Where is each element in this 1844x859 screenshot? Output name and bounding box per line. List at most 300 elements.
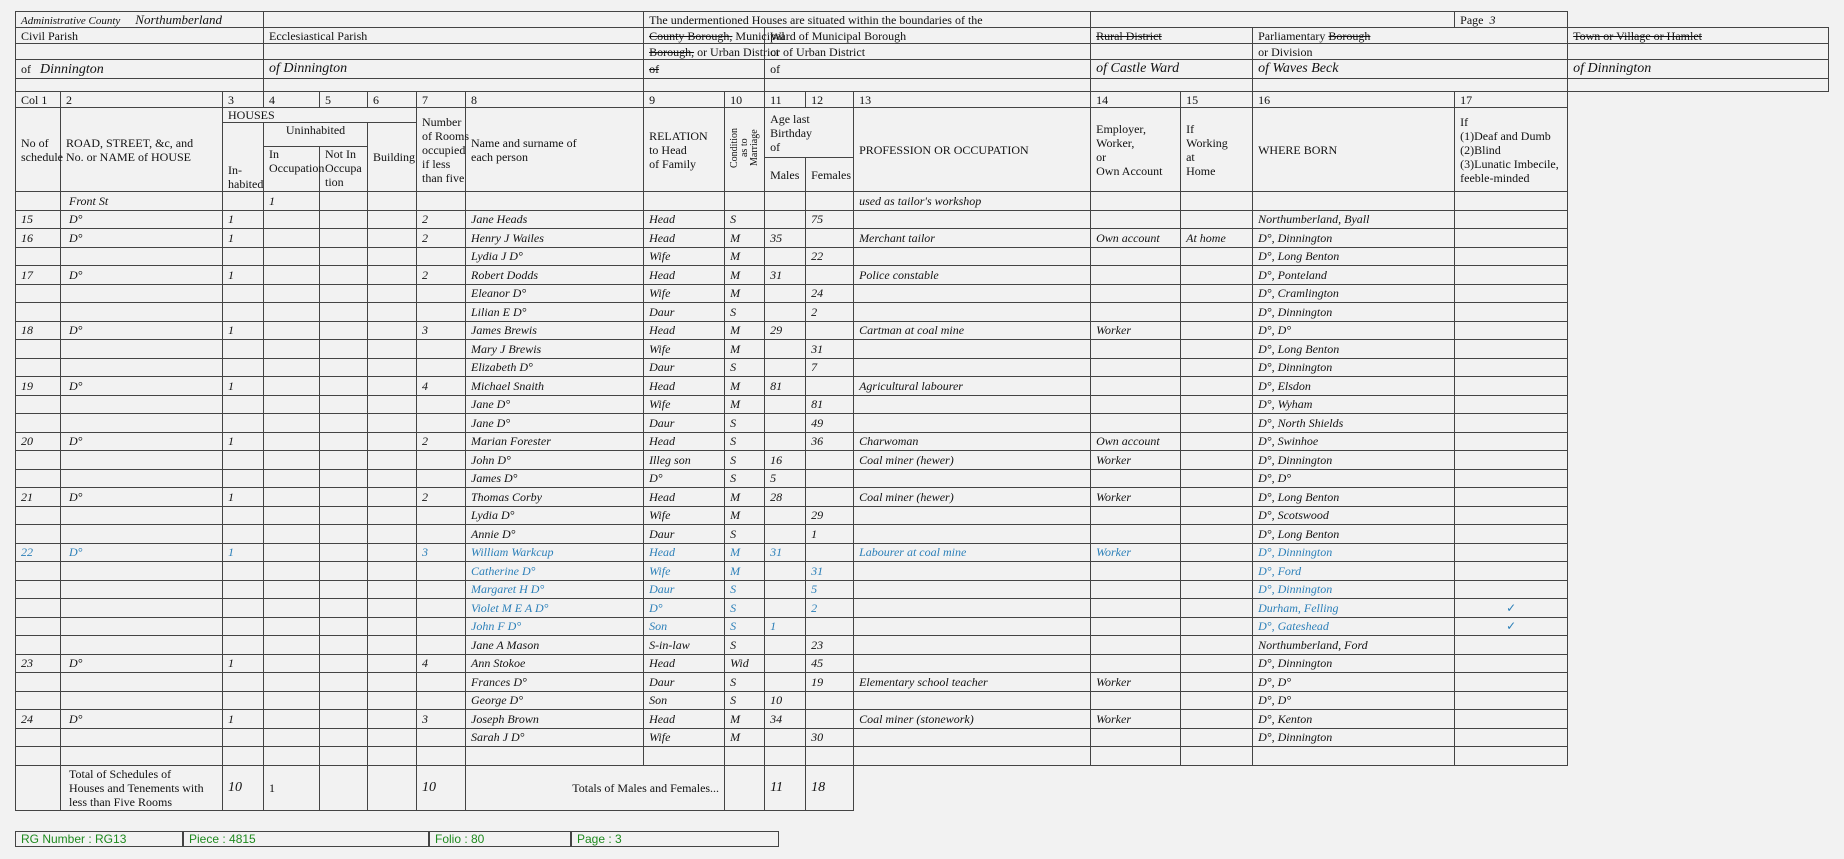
building (368, 728, 417, 747)
employer: Own account (1091, 432, 1181, 451)
person-name: John D° (466, 451, 644, 470)
schedule-no (16, 599, 61, 618)
employer (1091, 728, 1181, 747)
schedule-no: 15 (16, 210, 61, 229)
census-row (16, 673, 1829, 692)
occupation: Coal miner (hewer) (854, 488, 1091, 507)
not-in-occupation (320, 414, 368, 433)
where-born: D°, Dinnington (1253, 229, 1455, 248)
not-in-occupation (320, 303, 368, 322)
where-born: D°, D° (1253, 469, 1455, 488)
person-name: Robert Dodds (466, 266, 644, 285)
road-street (61, 728, 223, 747)
inhabited-heading: In- habited (223, 123, 264, 192)
road-heading: ROAD, STREET, &c, and No. or NAME of HOUSE (61, 108, 223, 192)
not-in-occupation (320, 728, 368, 747)
building (368, 321, 417, 340)
road-street (61, 580, 223, 599)
condition: M (725, 543, 765, 562)
employer: Worker (1091, 451, 1181, 470)
not-in-occupation (320, 654, 368, 673)
occupation (854, 580, 1091, 599)
infirmity (1455, 266, 1568, 285)
totals-males-females-label: Totals of Males and Females... (466, 765, 725, 810)
census-row (16, 321, 1829, 340)
occupation (854, 358, 1091, 377)
admin-county: Northumberland (135, 11, 222, 27)
infirmity (1455, 506, 1568, 525)
employer (1091, 580, 1181, 599)
relation: Wife (644, 506, 725, 525)
census-row (16, 247, 1829, 266)
infirmity (1455, 580, 1568, 599)
age-male: 1 (765, 617, 806, 636)
where-born: D°, Long Benton (1253, 247, 1455, 266)
schedule-no (16, 506, 61, 525)
in-occupation (264, 525, 320, 544)
column-number-row: Col 1 2 3 4 5 6 7 8 9 10 11 12 13 14 15 16 17 (16, 92, 1829, 108)
rooms (417, 451, 466, 470)
census-row (16, 210, 1829, 229)
person-name: John F D° (466, 617, 644, 636)
in-occupation (264, 728, 320, 747)
in-occupation: 1 (264, 192, 320, 211)
relation: Head (644, 321, 725, 340)
where-born: D°, D° (1253, 321, 1455, 340)
rooms: 4 (417, 377, 466, 396)
road-street: D° (61, 377, 223, 396)
age-male: 31 (765, 266, 806, 285)
schedule-no (16, 284, 61, 303)
employer: Worker (1091, 543, 1181, 562)
occupation (854, 395, 1091, 414)
condition: Wid (725, 654, 765, 673)
census-row (16, 340, 1829, 359)
where-born: D°, Cramlington (1253, 284, 1455, 303)
building (368, 192, 417, 211)
where-born: D°, Kenton (1253, 710, 1455, 729)
not-in-occupation (320, 192, 368, 211)
town-label: Town or Village or Hamlet (1568, 28, 1829, 44)
column-heading-row-1 (16, 108, 1829, 123)
in-occupation (264, 636, 320, 655)
person-name: William Warkcup (466, 543, 644, 562)
person-name: James D° (466, 469, 644, 488)
civil-parish-label: Civil Parish (16, 28, 264, 44)
infirmity (1455, 321, 1568, 340)
header-row-1 (16, 12, 1829, 28)
census-row (16, 580, 1829, 599)
inhabited (223, 469, 264, 488)
census-row (16, 488, 1829, 507)
where-born: Northumberland, Ford (1253, 636, 1455, 655)
ward-label: Ward of Municipal Borough (765, 28, 1091, 44)
building (368, 303, 417, 322)
working-at-home (1181, 673, 1253, 692)
employer (1091, 506, 1181, 525)
census-row (16, 562, 1829, 581)
building (368, 340, 417, 359)
schedule-no: 21 (16, 488, 61, 507)
building (368, 488, 417, 507)
working-at-home (1181, 340, 1253, 359)
employer (1091, 358, 1181, 377)
schedule-no (16, 691, 61, 710)
age-male (765, 728, 806, 747)
person-name: Eleanor D° (466, 284, 644, 303)
relation (644, 192, 725, 211)
age-male: 5 (765, 469, 806, 488)
age-female (806, 229, 854, 248)
building (368, 266, 417, 285)
totals-row (16, 765, 1829, 810)
relation: Head (644, 654, 725, 673)
not-in-occupation (320, 543, 368, 562)
building (368, 673, 417, 692)
building (368, 580, 417, 599)
employer (1091, 525, 1181, 544)
where-born: D°, Dinnington (1253, 580, 1455, 599)
in-occupation (264, 229, 320, 248)
building (368, 377, 417, 396)
schedule-no: 18 (16, 321, 61, 340)
employer (1091, 414, 1181, 433)
building (368, 395, 417, 414)
relation: Wife (644, 340, 725, 359)
where-born: D°, Long Benton (1253, 488, 1455, 507)
condition: S (725, 414, 765, 433)
infirmity-heading: If (1)Deaf and Dumb (2)Blind (3)Lunatic Imbecile, feeble-minded (1455, 108, 1568, 192)
age-male (765, 580, 806, 599)
rooms (417, 303, 466, 322)
census-row (16, 432, 1829, 451)
rooms (417, 636, 466, 655)
relation: Son (644, 691, 725, 710)
person-name: Henry J Wailes (466, 229, 644, 248)
in-occupation (264, 580, 320, 599)
occupation (854, 506, 1091, 525)
rooms: 2 (417, 432, 466, 451)
where-born: D°, Dinnington (1253, 728, 1455, 747)
reference-footer (15, 831, 779, 847)
working-at-home (1181, 377, 1253, 396)
relation: Head (644, 210, 725, 229)
building-heading: Building (368, 123, 417, 192)
occupation (854, 210, 1091, 229)
building (368, 506, 417, 525)
condition: M (725, 395, 765, 414)
age-male (765, 358, 806, 377)
where-born: D°, Long Benton (1253, 340, 1455, 359)
road-street: D° (61, 321, 223, 340)
employer (1091, 617, 1181, 636)
not-in-occupation (320, 451, 368, 470)
condition: M (725, 284, 765, 303)
schedule-no: 24 (16, 710, 61, 729)
age-female (806, 488, 854, 507)
working-at-home (1181, 654, 1253, 673)
rooms-heading: Number of Rooms occupied if less than five (417, 108, 466, 192)
in-occupation (264, 414, 320, 433)
age-male (765, 340, 806, 359)
rooms: 2 (417, 229, 466, 248)
road-street (61, 599, 223, 618)
person-name: Lilian E D° (466, 303, 644, 322)
not-in-occupation (320, 377, 368, 396)
condition: S (725, 358, 765, 377)
not-in-occupation-heading: Not In Occupa tion (320, 147, 368, 192)
infirmity (1455, 488, 1568, 507)
in-occupation (264, 673, 320, 692)
working-at-home (1181, 432, 1253, 451)
inhabited (223, 192, 264, 211)
building (368, 636, 417, 655)
infirmity (1455, 636, 1568, 655)
road-street: D° (61, 710, 223, 729)
age-male (765, 506, 806, 525)
relation: Head (644, 266, 725, 285)
person-name: Mary J Brewis (466, 340, 644, 359)
relation: Wife (644, 728, 725, 747)
condition: S (725, 525, 765, 544)
person-name: Catherine D° (466, 562, 644, 581)
inhabited (223, 617, 264, 636)
census-row (16, 469, 1829, 488)
census-row (16, 617, 1829, 636)
person-name: Margaret H D° (466, 580, 644, 599)
working-at-home (1181, 266, 1253, 285)
relation: Daur (644, 525, 725, 544)
where-born: D°, Dinnington (1253, 654, 1455, 673)
in-occupation (264, 710, 320, 729)
occupation (854, 747, 1091, 766)
boundaries-text: The undermentioned Houses are situated within the boundaries of the (644, 12, 1091, 28)
inhabited (223, 525, 264, 544)
where-born: D°, Wyham (1253, 395, 1455, 414)
rooms (417, 340, 466, 359)
infirmity (1455, 710, 1568, 729)
inhabited (223, 562, 264, 581)
not-in-occupation (320, 488, 368, 507)
condition: S (725, 636, 765, 655)
civil-parish-value: Dinnington (40, 61, 104, 77)
rural-district-label: Rural District (1091, 28, 1253, 44)
condition: M (725, 488, 765, 507)
age-female (806, 469, 854, 488)
relation: Daur (644, 414, 725, 433)
header-row-2 (16, 28, 1829, 44)
age-male (765, 210, 806, 229)
condition: S (725, 303, 765, 322)
occupation (854, 525, 1091, 544)
relation: Illeg son (644, 451, 725, 470)
age-female: 5 (806, 580, 854, 599)
condition: S (725, 580, 765, 599)
inhabited: 1 (223, 710, 264, 729)
person-name (466, 192, 644, 211)
rooms (417, 691, 466, 710)
age-female (806, 451, 854, 470)
employer (1091, 562, 1181, 581)
where-born: D°, North Shields (1253, 414, 1455, 433)
condition: S (725, 451, 765, 470)
age-male (765, 599, 806, 618)
working-at-home (1181, 210, 1253, 229)
road-street (61, 395, 223, 414)
employer (1091, 303, 1181, 322)
age-male: 81 (765, 377, 806, 396)
age-female (806, 192, 854, 211)
where-born: D°, Elsdon (1253, 377, 1455, 396)
in-occupation (264, 432, 320, 451)
person-name: Marian Forester (466, 432, 644, 451)
header-row-3 (16, 44, 1829, 60)
relation-heading: RELATION to Head of Family (644, 108, 725, 192)
road-street (61, 284, 223, 303)
age-male (765, 395, 806, 414)
rooms (417, 192, 466, 211)
condition: S (725, 469, 765, 488)
total-inhabited: 10 (223, 765, 264, 810)
occupation: Labourer at coal mine (854, 543, 1091, 562)
page-number-cell: Page 3 (1455, 12, 1568, 28)
where-born-heading: WHERE BORN (1253, 108, 1455, 192)
road-street (61, 358, 223, 377)
person-name: Jane A Mason (466, 636, 644, 655)
not-in-occupation (320, 673, 368, 692)
schedule-no: 23 (16, 654, 61, 673)
inhabited (223, 358, 264, 377)
census-row (16, 506, 1829, 525)
building (368, 414, 417, 433)
rooms (417, 414, 466, 433)
census-row (16, 192, 1829, 211)
person-name: Violet M E A D° (466, 599, 644, 618)
condition: M (725, 562, 765, 581)
census-row (16, 691, 1829, 710)
condition: M (725, 377, 765, 396)
occupation: Cartman at coal mine (854, 321, 1091, 340)
inhabited (223, 414, 264, 433)
relation: Head (644, 432, 725, 451)
occupation: Coal miner (stonework) (854, 710, 1091, 729)
census-row (16, 636, 1829, 655)
building (368, 710, 417, 729)
age-female: 2 (806, 599, 854, 618)
schedule-no (16, 395, 61, 414)
occupation: Coal miner (hewer) (854, 451, 1091, 470)
condition: M (725, 710, 765, 729)
relation: D° (644, 599, 725, 618)
person-name: Lydia J D° (466, 247, 644, 266)
person-name: Ann Stokoe (466, 654, 644, 673)
in-occupation-heading: In Occupation (264, 147, 320, 192)
infirmity (1455, 469, 1568, 488)
schedule-no (16, 192, 61, 211)
person-name: Annie D° (466, 525, 644, 544)
employer (1091, 691, 1181, 710)
age-male: 28 (765, 488, 806, 507)
age-male (765, 636, 806, 655)
age-female: 1 (806, 525, 854, 544)
relation: Head (644, 229, 725, 248)
rooms: 3 (417, 543, 466, 562)
rooms: 2 (417, 266, 466, 285)
inhabited: 1 (223, 321, 264, 340)
where-born: D°, D° (1253, 691, 1455, 710)
age-female (806, 710, 854, 729)
infirmity (1455, 284, 1568, 303)
inhabited: 1 (223, 432, 264, 451)
inhabited: 1 (223, 543, 264, 562)
inhabited: 1 (223, 377, 264, 396)
urban-district-value: of (644, 60, 765, 79)
age-female: 31 (806, 340, 854, 359)
females-heading: Females (806, 158, 854, 192)
building (368, 284, 417, 303)
in-occupation (264, 747, 320, 766)
relation: Daur (644, 673, 725, 692)
in-occupation (264, 469, 320, 488)
where-born (1253, 747, 1455, 766)
age-male (765, 673, 806, 692)
census-row (16, 358, 1829, 377)
in-occupation (264, 395, 320, 414)
rooms: 2 (417, 210, 466, 229)
person-name: Jane Heads (466, 210, 644, 229)
working-at-home (1181, 395, 1253, 414)
occupation (854, 617, 1091, 636)
age-female (806, 266, 854, 285)
schedule-no (16, 617, 61, 636)
working-at-home (1181, 599, 1253, 618)
building (368, 247, 417, 266)
infirmity (1455, 247, 1568, 266)
parliamentary-label: Parliamentary Borough (1253, 28, 1568, 44)
condition: M (725, 229, 765, 248)
rooms: 2 (417, 488, 466, 507)
not-in-occupation (320, 747, 368, 766)
road-street (61, 469, 223, 488)
condition (725, 747, 765, 766)
census-row (16, 728, 1829, 747)
condition: M (725, 266, 765, 285)
age-male: 10 (765, 691, 806, 710)
relation: D° (644, 469, 725, 488)
working-at-home (1181, 451, 1253, 470)
inhabited: 1 (223, 266, 264, 285)
person-name: Thomas Corby (466, 488, 644, 507)
occupation (854, 303, 1091, 322)
in-occupation (264, 210, 320, 229)
in-occupation (264, 506, 320, 525)
houses-heading: HOUSES (223, 108, 417, 123)
person-name: Frances D° (466, 673, 644, 692)
road-street (61, 747, 223, 766)
working-at-home (1181, 192, 1253, 211)
census-row (16, 654, 1829, 673)
infirmity (1455, 414, 1568, 433)
relation (644, 747, 725, 766)
census-row (16, 599, 1829, 618)
road-street (61, 525, 223, 544)
occupation (854, 247, 1091, 266)
age-female: 49 (806, 414, 854, 433)
inhabited (223, 728, 264, 747)
not-in-occupation (320, 395, 368, 414)
census-row (16, 710, 1829, 729)
infirmity (1455, 377, 1568, 396)
